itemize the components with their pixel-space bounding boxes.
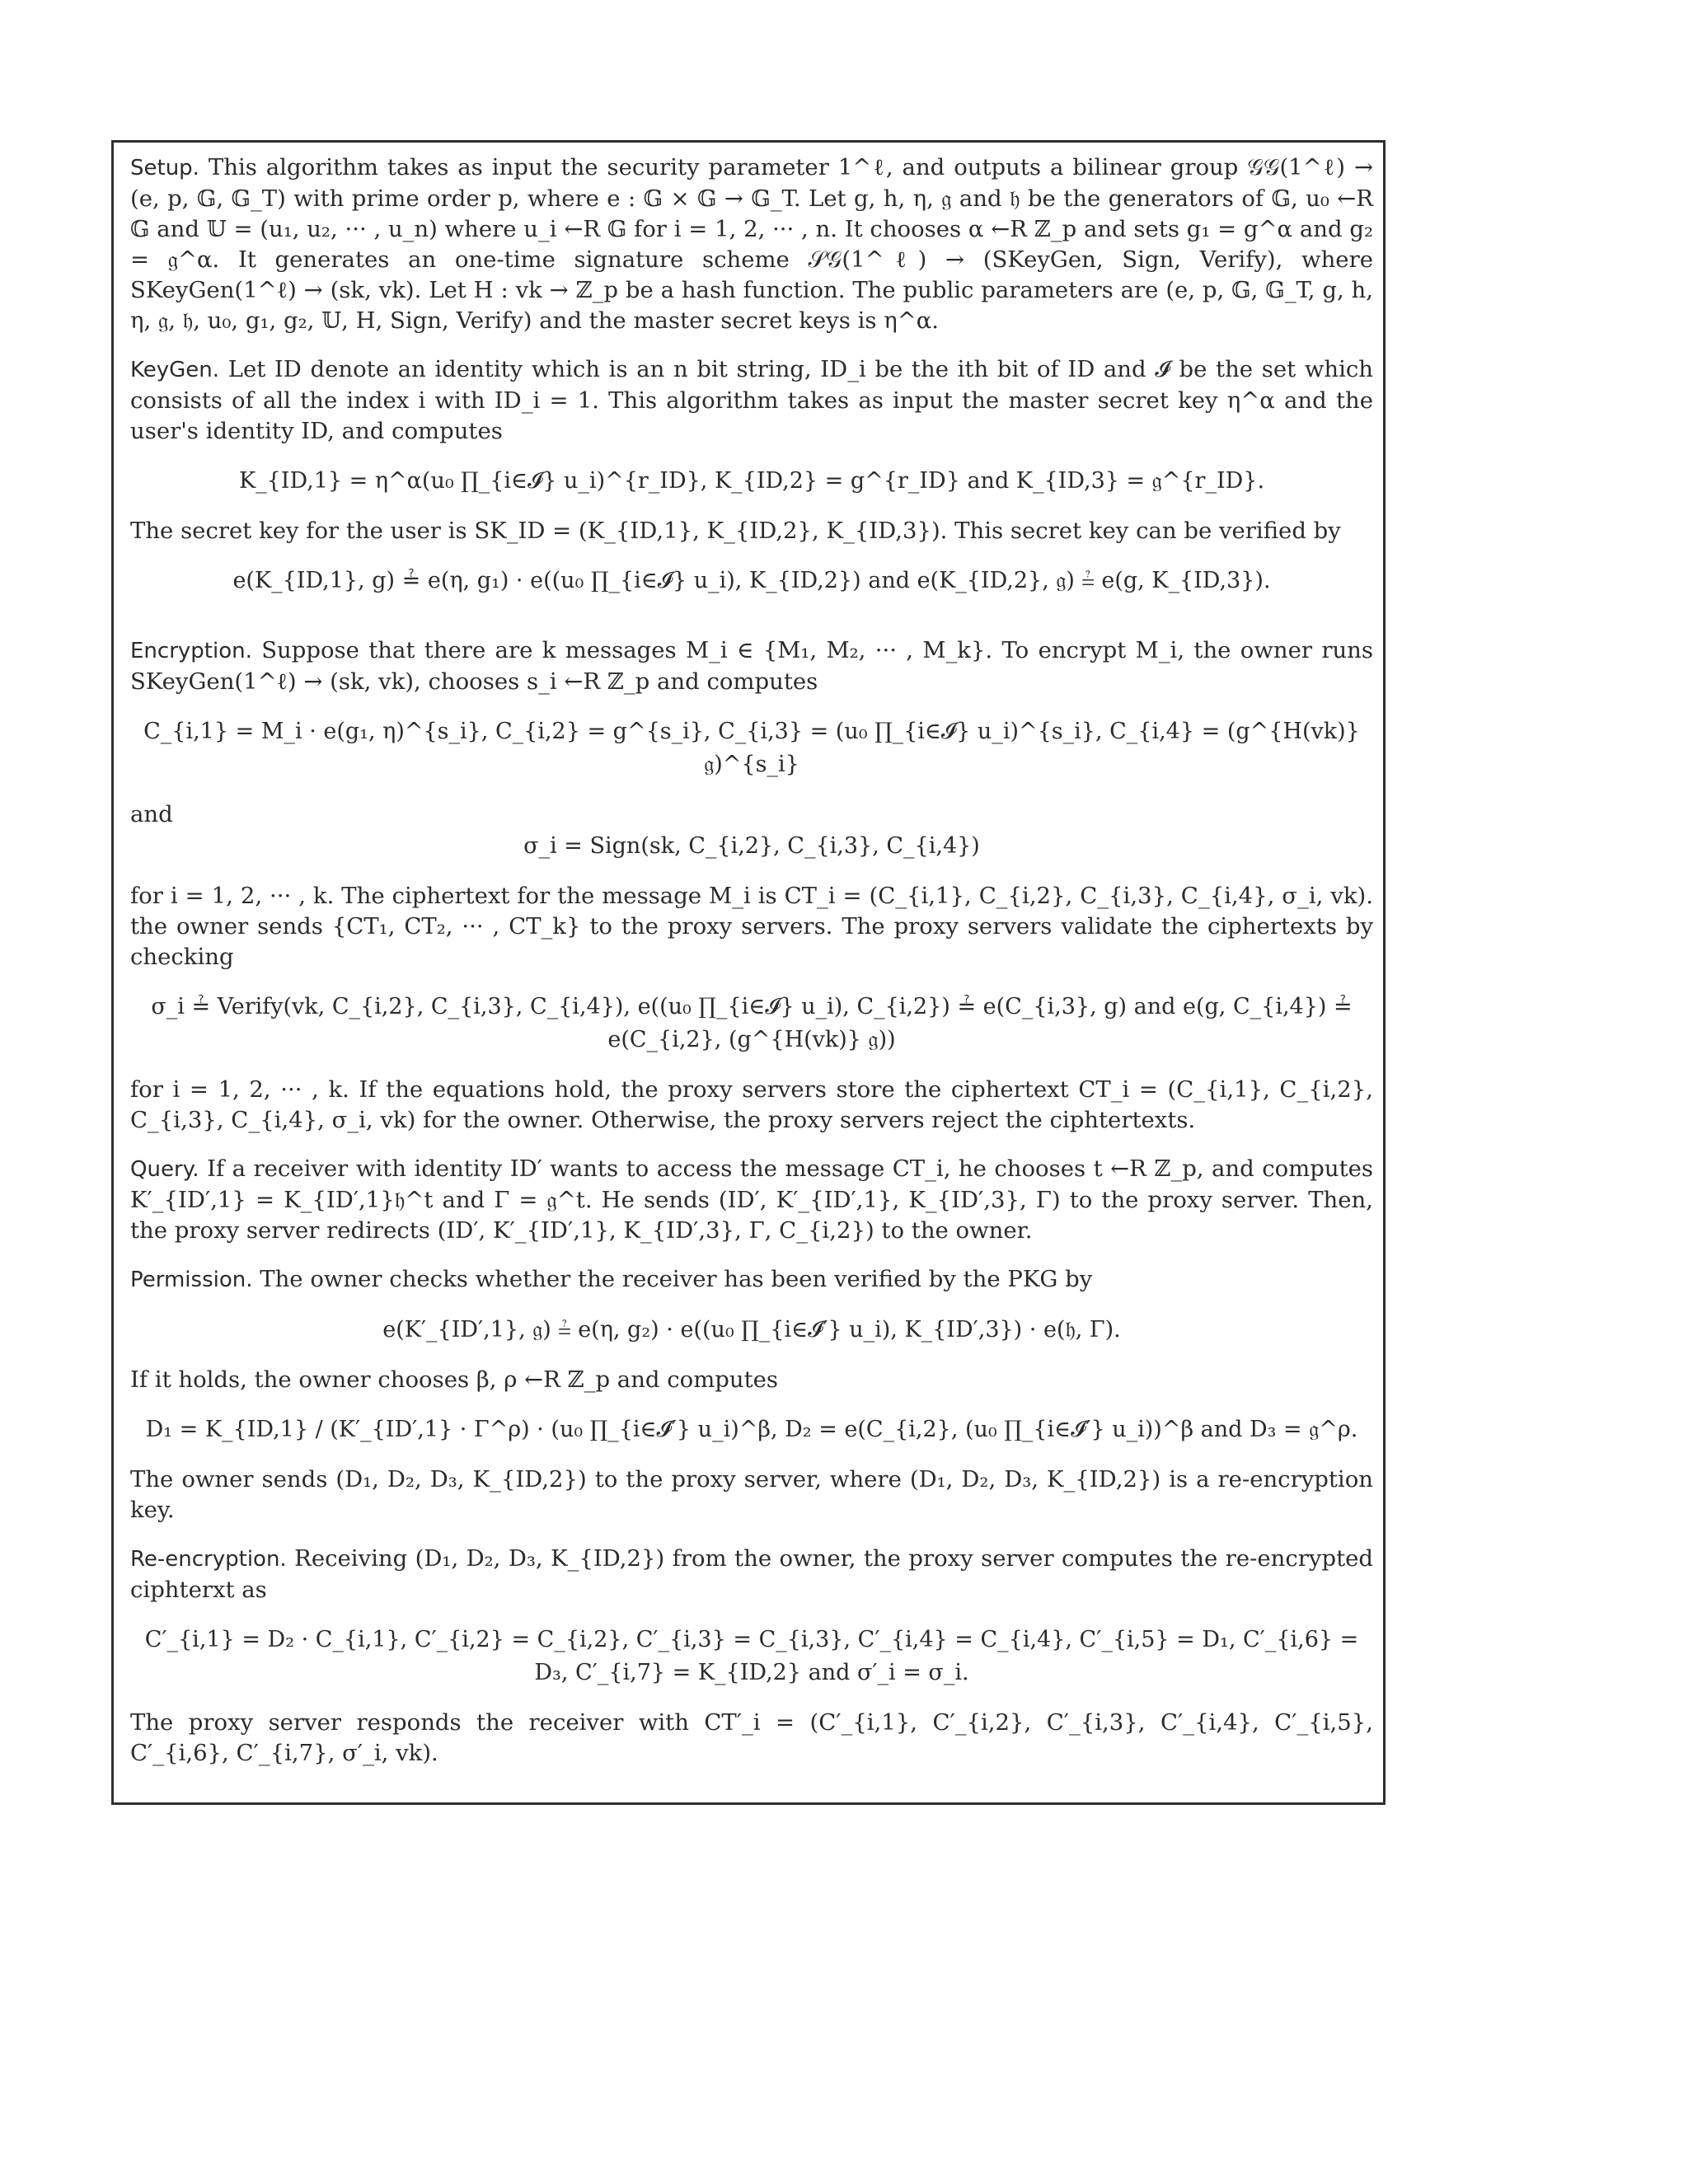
encryption-text: Suppose that there are k messages M_i ∈ {M₁, M₂, ··· , M_k}. To encrypt M_i, the owner runs SKeyGen(1^ℓ) → (sk, vk), chooses s_i ←R ℤ_p and computes [130, 637, 1373, 695]
encryption-equation-1: C_{i,1} = M_i · e(g₁, η)^{s_i}, C_{i,2} = g^{s_i}, C_{i,3} = (u₀ ∏_{i∈𝓘} u_i)^{s_i}, C_{i,4} = (g^{H(vk)} 𝔤)^{s_i} [143, 719, 1360, 777]
permission-text-3: The owner sends (D₁, D₂, D₃, K_{ID,2}) to the proxy server, where (D₁, D₂, D₃, K_{ID,2}) is a re-encryption key. [130, 1466, 1373, 1523]
setup-keyword: Setup. [130, 156, 199, 180]
keygen-keyword: KeyGen. [130, 358, 220, 382]
keygen-text: Let ID denote an identity which is an n bit string, ID_i be the ith bit of ID and 𝓘 be the set which consists of all the index i with ID_i = 1. This algorithm takes as input the master secret key η^α and the user's identity ID, and computes [130, 356, 1373, 444]
permission-keyword: Permission. [130, 1268, 253, 1292]
encryption-text-3: for i = 1, 2, ··· , k. If the equations hold, the proxy servers store the ciphertext CT_i = (C_{i,1}, C_{i,2}, C_{i,3}, C_{i,4}, σ_i, vk) for the owner. Otherwise, the proxy servers reject the ciphtertexts. [130, 1076, 1373, 1133]
encryption-equation-2: σ_i = Sign(sk, C_{i,2}, C_{i,3}, C_{i,4}) [523, 833, 980, 859]
algorithm-box [111, 140, 1386, 1805]
permission-text: The owner checks whether the receiver has been verified by the PKG by [260, 1266, 1093, 1292]
reencryption-paragraph [130, 1544, 1373, 1605]
encryption-paragraph [130, 635, 1373, 697]
permission-equation-2: D₁ = K_{ID,1} / (K′_{ID′,1} · Γ^ρ) · (u₀ ∏_{i∈𝓘′} u_i)^β, D₂ = e(C_{i,2}, (u₀ ∏_{i∈𝓘′} u_i))^β and D₃ = 𝔤^ρ. [145, 1417, 1358, 1442]
permission-equation-1: e(K′_{ID′,1}, 𝔤) ≟ e(η, g₂) · e((u₀ ∏_{i∈𝓘′} u_i), K_{ID′,3}) · e(𝔥, Γ). [382, 1317, 1121, 1343]
encryption-and: and [130, 801, 173, 827]
reencryption-text-2: The proxy server responds the receiver with CT′_i = (C′_{i,1}, C′_{i,2}, C′_{i,3}, C′_{i,4}, C′_{i,5}, C′_{i,6}, C′_{i,7}, σ′_i, vk). [130, 1709, 1373, 1766]
reencryption-text: Receiving (D₁, D₂, D₃, K_{ID,2}) from the owner, the proxy server computes the re-encrypted ciphterxt as [130, 1545, 1373, 1603]
setup-paragraph [130, 152, 1373, 336]
encryption-text-2: for i = 1, 2, ··· , k. The ciphertext for the message M_i is CT_i = (C_{i,1}, C_{i,2}, C_{i,3}, C_{i,4}, σ_i, vk). the owner sends {CT₁, CT₂, ··· , CT_k} to the proxy servers. The proxy servers validate the ciphertexts by checking [130, 883, 1373, 970]
permission-text-2: If it holds, the owner chooses β, ρ ←R ℤ_p and computes [130, 1366, 779, 1393]
query-paragraph [130, 1154, 1373, 1246]
permission-paragraph [130, 1264, 1373, 1296]
query-keyword: Query. [130, 1157, 199, 1182]
keygen-equation-2: e(K_{ID,1}, g) ≟ e(η, g₁) · e((u₀ ∏_{i∈𝓘} u_i), K_{ID,2}) and e(K_{ID,2}, 𝔤) ≟ e(g, K_{ID,3}). [232, 568, 1271, 593]
keygen-text-2: The secret key for the user is SK_ID = (K_{ID,1}, K_{ID,2}, K_{ID,3}). This secret key can be verified by [130, 518, 1341, 544]
encryption-equation-3: σ_i ≟ Verify(vk, C_{i,2}, C_{i,3}, C_{i,4}), e((u₀ ∏_{i∈𝓘} u_i), C_{i,2}) ≟ e(C_{i,3}, g) and e(g, C_{i,4}) ≟ e(C_{i,2}, (g^{H(vk)} 𝔤)) [151, 994, 1353, 1052]
keygen-paragraph [130, 354, 1373, 447]
query-text: If a receiver with identity ID′ wants to access the message CT_i, he chooses t ←R ℤ_p, and computes K′_{ID′,1} = K_{ID′,1}𝔥^t and Γ = 𝔤^t. He sends (ID′, K′_{ID′,1}, K_{ID′,3}, Γ) to the proxy server. Then, the proxy server redirects (ID′, K′_{ID′,1}, K_{ID′,3}, Γ, C_{i,2}) to the owner. [130, 1155, 1374, 1244]
keygen-equation-1: K_{ID,1} = η^α(u₀ ∏_{i∈𝓘} u_i)^{r_ID}, K_{ID,2} = g^{r_ID} and K_{ID,3} = 𝔤^{r_ID}. [238, 468, 1265, 494]
encryption-keyword: Encryption. [130, 639, 252, 663]
reencryption-equation-1: C′_{i,1} = D₂ · C_{i,1}, C′_{i,2} = C_{i,2}, C′_{i,3} = C_{i,3}, C′_{i,4} = C_{i,4}, C′_{i,5} = D₁, C′_{i,6} = D₃, C′_{i,7} = K_{ID,2} and σ′_i = σ_i. [144, 1627, 1359, 1685]
reencryption-keyword: Re-encryption. [130, 1547, 287, 1572]
setup-text: This algorithm takes as input the security parameter 1^ℓ, and outputs a bilinear group 𝒢𝒢(1^ℓ) → (e, p, 𝔾, 𝔾_T) with prime order p, where e : 𝔾 × 𝔾 → 𝔾_T. Let g, h, η, 𝔤 and 𝔥 be the generators of 𝔾, u₀ ←R 𝔾 and 𝕌 = (u₁, u₂, ··· , u_n) where u_i ←R 𝔾 for i = 1, 2, ··· , n. It chooses α ←R ℤ_p and sets g₁ = g^α and g₂ = 𝔤^α. It generates an one-time signature scheme 𝒮𝒢(1^ℓ) → (SKeyGen, Sign, Verify), where SKeyGen(1^ℓ) → (sk, vk). Let H : vk → ℤ_p be a hash function. The public parameters are (e, p, 𝔾, 𝔾_T, g, h, η, 𝔤, 𝔥, u₀, g₁, g₂, 𝕌, H, Sign, Verify) and the master secret keys is η^α. [130, 154, 1373, 334]
